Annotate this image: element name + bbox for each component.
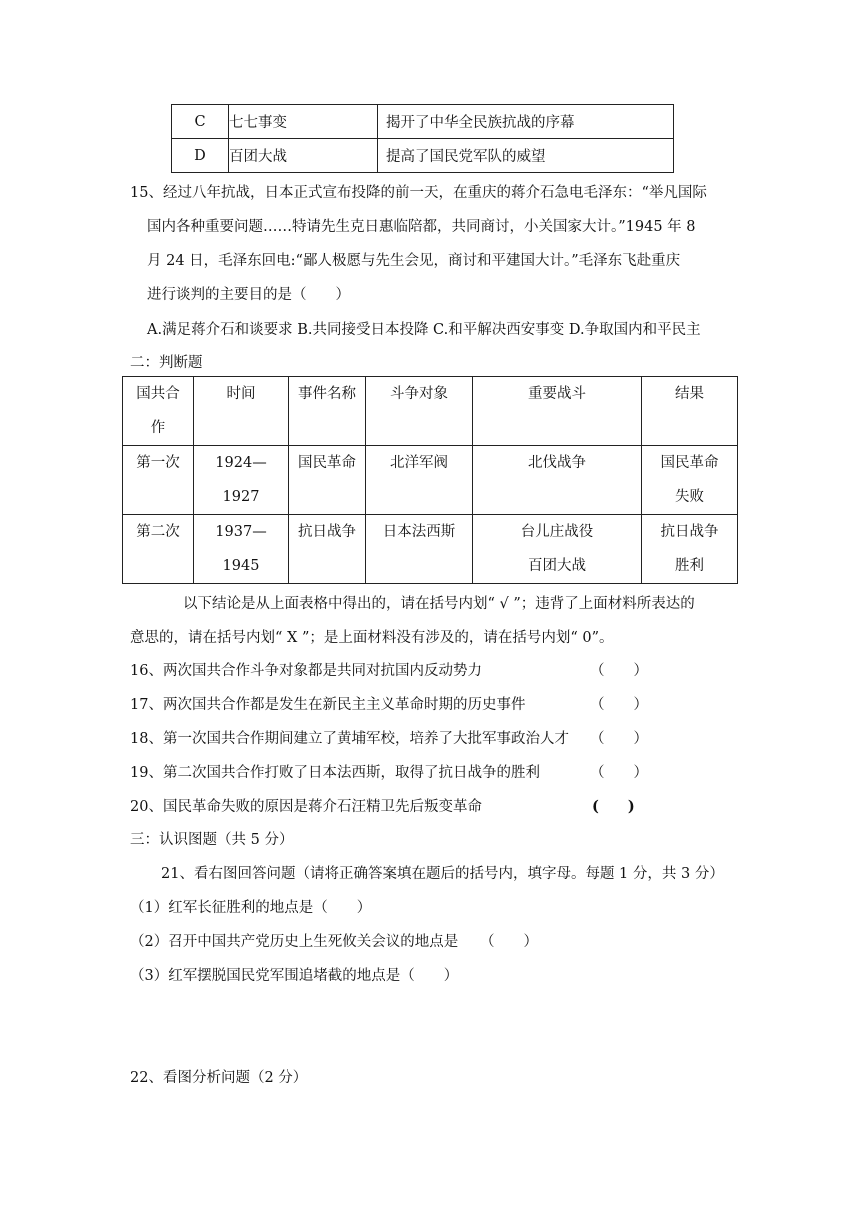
table-row (123, 515, 738, 584)
section-3-title: 三：认识图题（共 5 分） (130, 832, 294, 848)
time-cell: 1924— 1927 (194, 446, 289, 515)
event-cell: 百团大战 (229, 139, 378, 173)
header-cooperation: 国共合 作 (123, 377, 194, 446)
option-letter: D (172, 139, 229, 173)
result-cell: 抗日战争 胜利 (642, 515, 738, 584)
table-row (172, 139, 674, 173)
table-row (172, 105, 674, 139)
judge-item-18: 18、第一次国共合作期间建立了黄埔军校，培养了大批军事政治人才 (130, 731, 569, 747)
q15-line-1: 15、经过八年抗战，日本正式宣布投降的前一天，在重庆的蒋介石急电毛泽东：“举凡国际 (130, 185, 707, 201)
top-options-table (171, 104, 674, 173)
option-letter: C (172, 105, 229, 139)
section-2-title: 二：判断题 (130, 355, 203, 371)
result-cell: 国民革命 失败 (642, 446, 738, 515)
answer-paren-18[interactable]: （ ） (590, 731, 648, 747)
judge-item-20: 20、国民革命失败的原因是蒋介石汪精卫先后叛变革命 (130, 799, 482, 815)
significance-cell: 提高了国民党军队的威望 (378, 139, 674, 173)
header-result: 结果 (642, 377, 738, 446)
header-time: 时间 (194, 377, 289, 446)
header-target: 斗争对象 (366, 377, 473, 446)
q21-prompt: 21、看右图回答问题（请将正确答案填在题后的括号内，填字母。每题 1 分，共 3 分） (161, 866, 724, 882)
event-cell: 抗日战争 (289, 515, 366, 584)
target-cell: 日本法西斯 (366, 515, 473, 584)
answer-paren-16[interactable]: （ ） (590, 663, 648, 679)
table-row (123, 446, 738, 515)
table-header-row (123, 377, 738, 446)
header-battle: 重要战斗 (473, 377, 642, 446)
q21-item-3: （3）红军摆脱国民党军围追堵截的地点是（ ） (130, 968, 459, 984)
target-cell: 北洋军阀 (366, 446, 473, 515)
battle-cell: 台儿庄战役 百团大战 (473, 515, 642, 584)
judge-item-17: 17、两次国共合作都是发生在新民主主义革命时期的历史事件 (130, 697, 526, 713)
coop-cell: 第二次 (123, 515, 194, 584)
q21-item-2: （2）召开中国共产党历史上生死攸关会议的地点是 （ ） (130, 934, 538, 950)
q15-line-4: 进行谈判的主要目的是（ ） (147, 287, 350, 303)
header-event: 事件名称 (289, 377, 366, 446)
answer-paren-17[interactable]: （ ） (590, 697, 648, 713)
coop-cell: 第一次 (123, 446, 194, 515)
battle-cell: 北伐战争 (473, 446, 642, 515)
instruction-line-1: 以下结论是从上面表格中得出的，请在括号内划“ √ ”；违背了上面材料所表达的 (183, 596, 695, 612)
cooperation-table (122, 376, 738, 584)
q22-prompt: 22、看图分析问题（2 分） (130, 1070, 308, 1086)
q15-line-2: 国内各种重要问题……特请先生克日惠临陪都，共同商讨，小关国家大计。”1945 年 8 (147, 219, 696, 235)
answer-paren-20[interactable]: ( ) (592, 798, 635, 815)
q21-item-1: （1）红军长征胜利的地点是（ ） (130, 900, 372, 916)
judge-item-16: 16、两次国共合作斗争对象都是共同对抗国内反动势力 (130, 663, 482, 679)
answer-paren-19[interactable]: （ ） (590, 765, 648, 781)
event-cell: 七七事变 (229, 105, 378, 139)
judge-item-19: 19、第二次国共合作打败了日本法西斯，取得了抗日战争的胜利 (130, 765, 540, 781)
q15-options: A.满足蒋介石和谈要求 B.共同接受日本投降 C.和平解决西安事变 D.争取国内和平民主 (147, 322, 701, 338)
time-cell: 1937— 1945 (194, 515, 289, 584)
q15-line-3: 月 24 日，毛泽东回电:“鄙人极愿与先生会见，商讨和平建国大计。”毛泽东飞赴重庆 (147, 253, 681, 269)
event-cell: 国民革命 (289, 446, 366, 515)
significance-cell: 揭开了中华全民族抗战的序幕 (378, 105, 674, 139)
instruction-line-2: 意思的，请在括号内划“ X ”；是上面材料没有涉及的，请在括号内划“ 0”。 (130, 630, 614, 646)
